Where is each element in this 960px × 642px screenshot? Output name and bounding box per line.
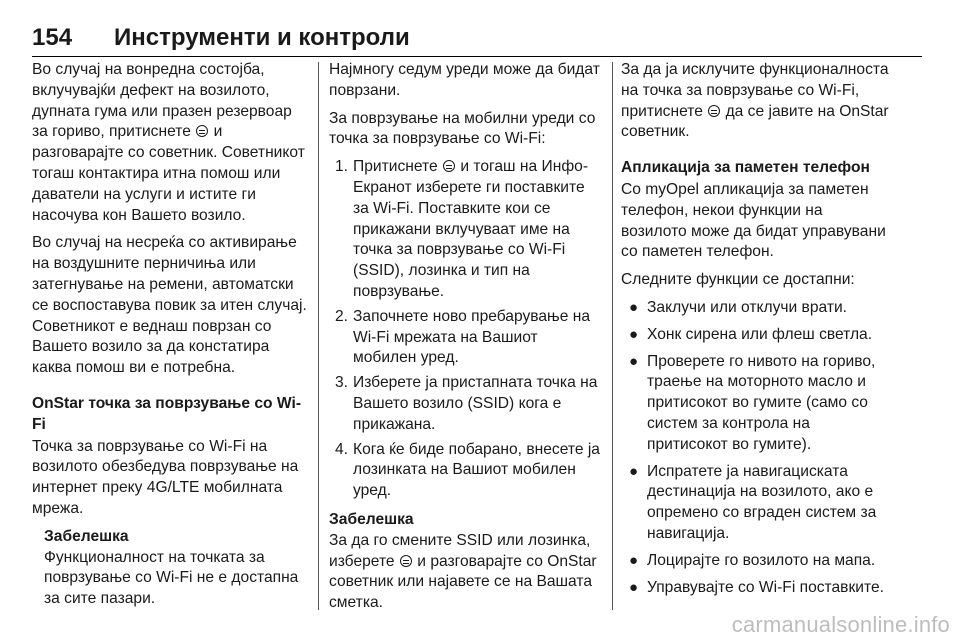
steps-list [329, 157, 600, 502]
column-1 [32, 60, 308, 617]
note-text: Функционалност на точката за поврзување со Wi-Fi не е достапна за сите пазари. [44, 548, 299, 608]
paragraph: За поврзување на мобилни уреди со точка за поврзување со Wi-Fi: [329, 109, 596, 148]
bullet-icon: ● [629, 462, 639, 480]
note-text: За да го смените SSID или лозинка, изберете и разговарајте со OnStar советник или најавете се на Вашата сметка. [329, 531, 597, 612]
list-item: ● Заклучи или отклучи врати. [621, 298, 891, 319]
column-divider [318, 62, 319, 610]
column-3 [621, 60, 891, 604]
paragraph: Во случај на несреќа со активирање на воздушните перничиња или затегнување на ремени, автоматски се воспоставува повик за итен случај. Советникот е веднаш поврзан со Вашето возило за да констатира каква помош ви е потребна. [32, 234, 307, 377]
page-header [32, 22, 922, 57]
list-item: 4. Кога ќе биде побарано, внесете ја лозинката на Вашиот мобилен уред. [335, 440, 600, 500]
bullet-icon: ● [629, 578, 639, 596]
list-item: ● Лоцирајте го возилото на мапа. [621, 551, 891, 572]
note-title: Забелешка [44, 527, 129, 545]
paragraph: Во случај на вонредна состојба, вклучувајќи дефект на возилото, дупната гума или празен резервоар за гориво, притиснете и разговарајте со советник. Советникот тогаш контактира итна помош или даватели на услуги и истите ги насочува кон Вашето возило. [32, 61, 305, 224]
paragraph: Точка за поврзување со Wi-Fi на возилото обезбедува поврзување на интернет преку 4G/LTE мобилната мрежа. [32, 437, 299, 517]
list-item: ● Проверете го нивото на гориво, траење на моторното масло и притисокот во гумите (само со систем за контрола на притисокот во гумите). [629, 352, 876, 453]
section-heading: Апликација за паметен телефон [621, 159, 870, 177]
paragraph: Следните функции се достапни: [621, 271, 855, 289]
column-2 [329, 60, 600, 621]
note-title: Забелешка [329, 510, 414, 528]
note-box [329, 510, 600, 614]
page-number: 154 [32, 24, 73, 51]
onstar-button-icon [708, 105, 720, 117]
onstar-button-icon [400, 555, 412, 567]
page-title: Инструменти и контроли [114, 24, 410, 51]
paragraph: За да ја исклучите функционалноста на точка за поврзување со Wi-Fi, притиснете да се јавите на OnStar советник. [621, 61, 889, 141]
list-item: ● Испратете ја навигациската дестинација на возилото, ако е опремено со вграден систем за навигација. [629, 462, 877, 542]
feature-list [621, 298, 891, 598]
section-heading: OnStar точка за поврзување со Wi-Fi [32, 394, 302, 433]
list-item: 2. Започнете ново пребарување на Wi-Fi мрежата на Вашиот мобилен уред. [335, 307, 591, 367]
list-item: 3. Изберете ја пристапната точка на Вашето возило (SSID) кога е прикажана. [335, 374, 598, 433]
column-divider [612, 62, 613, 610]
list-item: 1. Притиснете и тогаш на Инфо-Екранот изберете ги поставките за Wi-Fi. Поставките кои се прикажани вклучуваат име на точка за поврзување со Wi-Fi (SSID), лозинка и тип на поврзување. [335, 158, 589, 300]
bullet-icon: ● [629, 325, 639, 343]
paragraph: Со myOpel апликација за паметен телефон, некои функции на возилото може да бидат управувани со паметен телефон. [621, 180, 886, 261]
bullet-icon: ● [629, 551, 639, 569]
list-item: ● Хонк сирена или флеш светла. [621, 325, 891, 346]
note-box [32, 527, 308, 610]
bullet-icon: ● [629, 352, 639, 370]
paragraph: Најмногу седум уреди може да бидат поврзани. [329, 61, 600, 99]
onstar-button-icon [196, 125, 208, 137]
list-item: ● Управувајте со Wi-Fi поставките. [621, 578, 891, 599]
bullet-icon: ● [629, 298, 639, 316]
info-button-icon [443, 160, 455, 172]
watermark: carmanualsonline.info [731, 612, 950, 637]
